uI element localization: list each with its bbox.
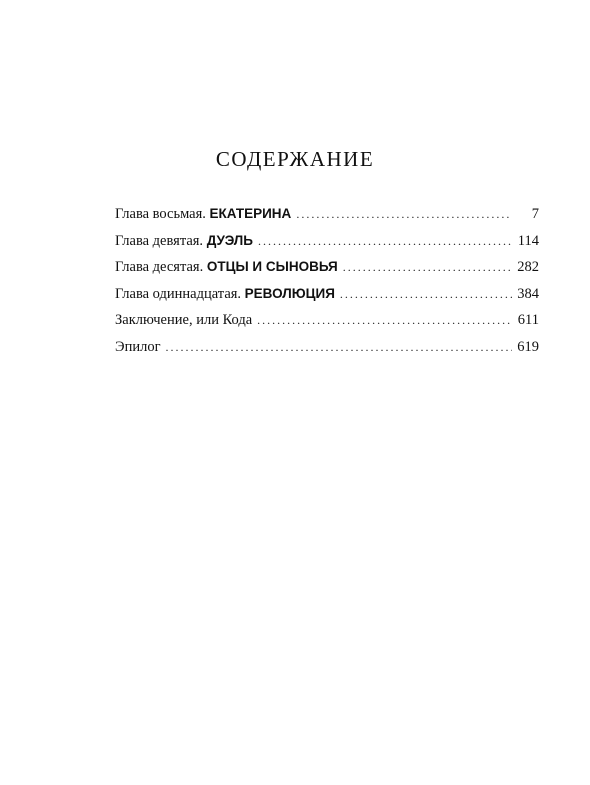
toc-entry-page: 384 [517,285,539,302]
toc-entry-prefix: Заключение, или Кода [115,312,253,328]
dot-leader [166,334,512,361]
toc-entry-page: 619 [517,338,539,355]
dot-leader [340,281,512,308]
toc-entry-label [115,228,253,255]
toc-entry-prefix: Эпилог [115,338,161,355]
toc-entry-page: 7 [531,206,539,222]
toc-entry-label [115,281,335,308]
contents-list [115,201,539,360]
toc-entry-title: ЕКАТЕРИНА [209,206,292,221]
toc-entry-prefix: Глава восьмая. [115,206,210,222]
toc-entry [115,228,539,255]
toc-entry-title: РЕВОЛЮЦИЯ [244,285,335,301]
toc-entry-label [115,334,161,361]
toc-entry [115,334,539,361]
toc-entry-page: 282 [517,259,539,275]
toc-entry-page: 611 [517,312,539,328]
dot-leader [257,307,512,334]
toc-entry-label [115,254,338,281]
toc-entry-title: ДУЭЛЬ [206,232,253,248]
toc-entry [115,281,539,308]
toc-entry-title: ОТЦЫ И СЫНОВЬЯ [206,259,338,274]
contents-heading: СОДЕРЖАНИЕ [215,147,375,171]
toc-entry [115,254,539,281]
dot-leader [296,201,512,228]
toc-entry-page: 114 [517,232,539,249]
dot-leader [258,228,512,255]
toc-entry-label [115,307,252,334]
toc-entry-label [115,201,291,228]
toc-entry-prefix: Глава одиннадцатая. [115,285,245,302]
toc-entry [115,307,539,334]
toc-entry-prefix: Глава десятая. [115,259,207,275]
dot-leader [343,254,512,281]
toc-entry [115,201,539,228]
toc-entry-prefix: Глава девятая. [115,232,207,249]
